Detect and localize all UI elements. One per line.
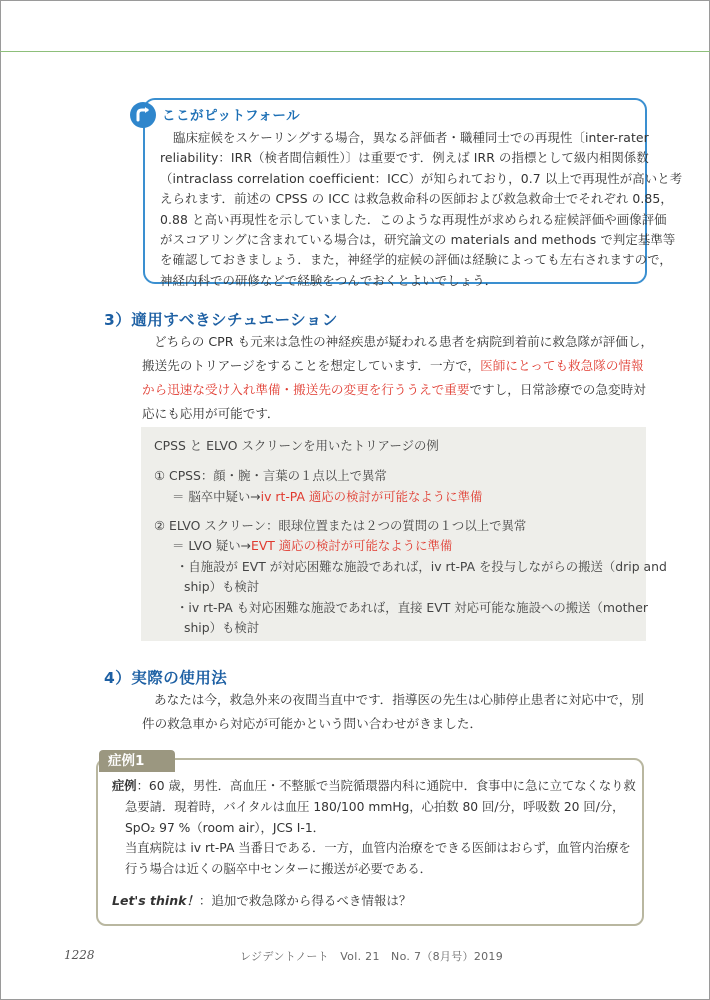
section-4-body bbox=[142, 688, 652, 736]
case-line: 急要請．現着時，バイタルは血圧 180/100 mmHg，心拍数 80 回/分，呼吸数 20 回/分， bbox=[125, 799, 625, 814]
header-rule bbox=[0, 51, 710, 52]
section-3-body bbox=[142, 330, 652, 426]
case-line: 行う場合は近くの脳卒中センターに搬送が必要である． bbox=[125, 862, 432, 877]
lets-think-prompt: Let's think！：追加で救急隊から得るべき情報は？ bbox=[112, 893, 412, 908]
lets-think-label: Let's think！ bbox=[112, 893, 199, 908]
example-item-elvo: ② ELVO スクリーン：眼球位置または２つの質問の１つ以上で異常 bbox=[154, 518, 527, 533]
pitfall-text bbox=[160, 128, 683, 291]
section-4-heading: 4）実際の使用法 bbox=[104, 669, 228, 687]
pitfall-line: （intraclass correlation coefficient：ICC）が知られており，0.7 以上で再現性が高いと考 bbox=[160, 170, 683, 186]
paragraph-line: あなたは今，救急外来の夜間当直中です．指導医の先生は心肺停止患者に対応中で，別 bbox=[154, 692, 644, 707]
example-bullet-cont: ship）も検討 bbox=[184, 620, 260, 635]
case-tab: 症例1 bbox=[99, 750, 175, 772]
pitfall-line: えられます．前述の CPSS の ICC は救急救命科の医師および救急救命士でそれぞれ 0.85， bbox=[160, 191, 673, 207]
paragraph-line: 件の救急車から対応が可能かという問い合わせがきました． bbox=[142, 716, 483, 731]
pitfall-title: ここがピットフォール bbox=[162, 108, 301, 124]
pitfall-line: reliability：IRR（検者間信頼性）〕は重要です．例えば IRR の指標として級内相関係数 bbox=[160, 150, 649, 166]
highlight-text: EVT 適応の検討が可能なように準備 bbox=[250, 538, 453, 553]
example-item-elvo-result: ＝ LVO 疑い→EVT 適応の検討が可能なように準備 bbox=[172, 538, 453, 553]
journal-footer: レジデントノート Vol. 21 No. 7（8月号）2019 bbox=[240, 950, 504, 963]
case-text bbox=[112, 776, 642, 880]
pitfall-icon bbox=[130, 102, 156, 128]
paragraph-line: 搬送先のトリアージをすることを想定しています．一方で，医師にとっても救急隊の情報 bbox=[142, 358, 644, 373]
example-title: CPSS と ELVO スクリーンを用いたトリアージの例 bbox=[154, 438, 439, 453]
pitfall-line: 臨床症候をスケーリングする場合，異なる評価者・職種同士での再現性〔inter-rater bbox=[173, 130, 649, 145]
highlight-text: 医師にとっても救急隊の情報 bbox=[480, 358, 644, 373]
page-number: 1228 bbox=[64, 948, 95, 962]
pitfall-line: がスコアリングに含まれている場合は，研究論文の materials and methods で判定基準等 bbox=[160, 231, 676, 247]
paragraph-line: から迅速な受け入れ準備・搬送先の変更を行ううえで重要ですし，日常診療での急変時対 bbox=[142, 382, 646, 397]
case-line: 症例：60 歳，男性．高血圧・不整脈で当院循環器内科に通院中．食事中に急に立てなくなり救 bbox=[112, 779, 636, 793]
pitfall-line: 神経内科での研修などで経験をつんでおくとよいでしょう． bbox=[160, 272, 498, 288]
section-3-heading: 3）適用すべきシチュエーション bbox=[104, 311, 338, 329]
paragraph-line: どちらの CPR も元来は急性の神経疾患が疑われる患者を病院到着前に救急隊が評価し， bbox=[154, 334, 654, 349]
example-bullet: ・自施設が EVT が対応困難な施設であれば，iv rt-PA を投与しながらの搬送（drip and bbox=[176, 559, 667, 574]
example-bullet-cont: ship）も検討 bbox=[184, 579, 260, 594]
paragraph-line: 応にも応用が可能です． bbox=[142, 406, 280, 421]
case-line: 当直病院は iv rt-PA 当番日である．一方，血管内治療をできる医師はおらず，血管内治療を bbox=[125, 841, 631, 856]
example-bullet: ・iv rt-PA も対応困難な施設であれば，直接 EVT 対応可能な施設への搬送（mother bbox=[176, 600, 648, 615]
pitfall-line: を確認しておきましょう．また，神経学的症候の評価は経験によっても左右されますので， bbox=[160, 252, 672, 268]
highlight-text: から迅速な受け入れ準備・搬送先の変更を行ううえで重要 bbox=[142, 382, 470, 397]
highlight-text: iv rt-PA 適応の検討が可能なように準備 bbox=[260, 489, 483, 504]
example-item-cpss-result: ＝ 脳卒中疑い→iv rt-PA 適応の検討が可能なように準備 bbox=[172, 489, 483, 504]
case-label: 症例 bbox=[112, 779, 137, 793]
case-line: SpO₂ 97 %（room air），JCS Ⅰ-1． bbox=[125, 820, 325, 835]
pitfall-line: 0.88 と高い再現性を示していました．このような再現性が求められる症候評価や画像評価 bbox=[160, 211, 667, 227]
example-item-cpss: ① CPSS：顔・腕・言葉の１点以上で異常 bbox=[154, 468, 387, 483]
